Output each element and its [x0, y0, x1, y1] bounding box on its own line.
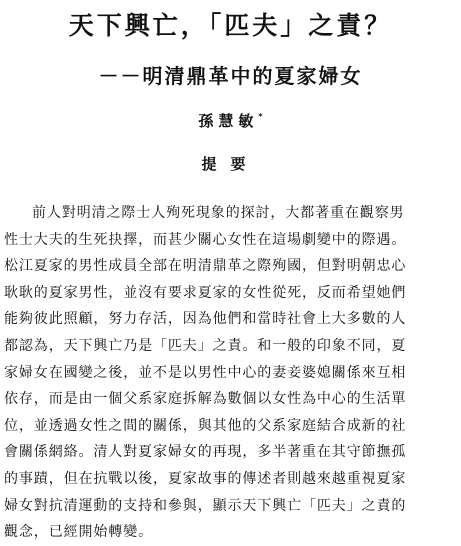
- abstract-line: 依存，而是由一個父系家庭拆解為數個以女性為中心的生活單: [4, 391, 407, 408]
- abstract-line: 能夠彼此照顧，努力存活，因為他們和當時社會上大多數的人: [4, 311, 407, 328]
- abstract-line: 耿耿的夏家男性，並沒有要求夏家的女性從死，反而希望她們: [4, 284, 407, 301]
- author-line: [0, 110, 461, 131]
- author-name: 孫慧敏: [198, 112, 259, 130]
- author-footnote-mark: *: [258, 112, 263, 121]
- abstract-line: 前人對明清之際士人殉死現象的探討，大都著重在觀察男: [32, 205, 405, 221]
- abstract-line: 家婦女在國變之後，並不是以男性中心的妻妾婆媳關係來互相: [4, 364, 407, 381]
- abstract-heading: 提要: [201, 155, 260, 173]
- paper-title: 天下興亡，「匹夫」之責？: [68, 11, 393, 40]
- abstract-line: 松江夏家的男性成員全部在明清鼎革之際殉國，但對明朝忠心: [4, 258, 407, 275]
- abstract-body: [4, 200, 456, 546]
- abstract-line: 都認為，天下興亡乃是「匹夫」之責。和一般的印象不同，夏: [4, 337, 407, 354]
- abstract-line: 婦女對抗清運動的支持和參與，顯示天下興亡「匹夫」之責的: [4, 497, 407, 514]
- abstract-line: 性士大夫的生死抉擇，而甚少關心女性在這場劇變中的際遇。: [4, 231, 407, 248]
- paper-subtitle: －－明清鼎革中的夏家婦女: [98, 64, 363, 88]
- abstract-line: 觀念，已經開始轉變。: [4, 524, 153, 541]
- abstract-line: 的事蹟，但在抗戰以後，夏家故事的傳述者則越來越重視夏家: [4, 470, 407, 487]
- abstract-line: 會關係網絡。清人對夏家婦女的再現，多半著重在其守節撫孤: [4, 444, 407, 461]
- abstract-line: 位，並透過女性之間的關係，與其他的父系家庭結合成新的社: [4, 417, 407, 434]
